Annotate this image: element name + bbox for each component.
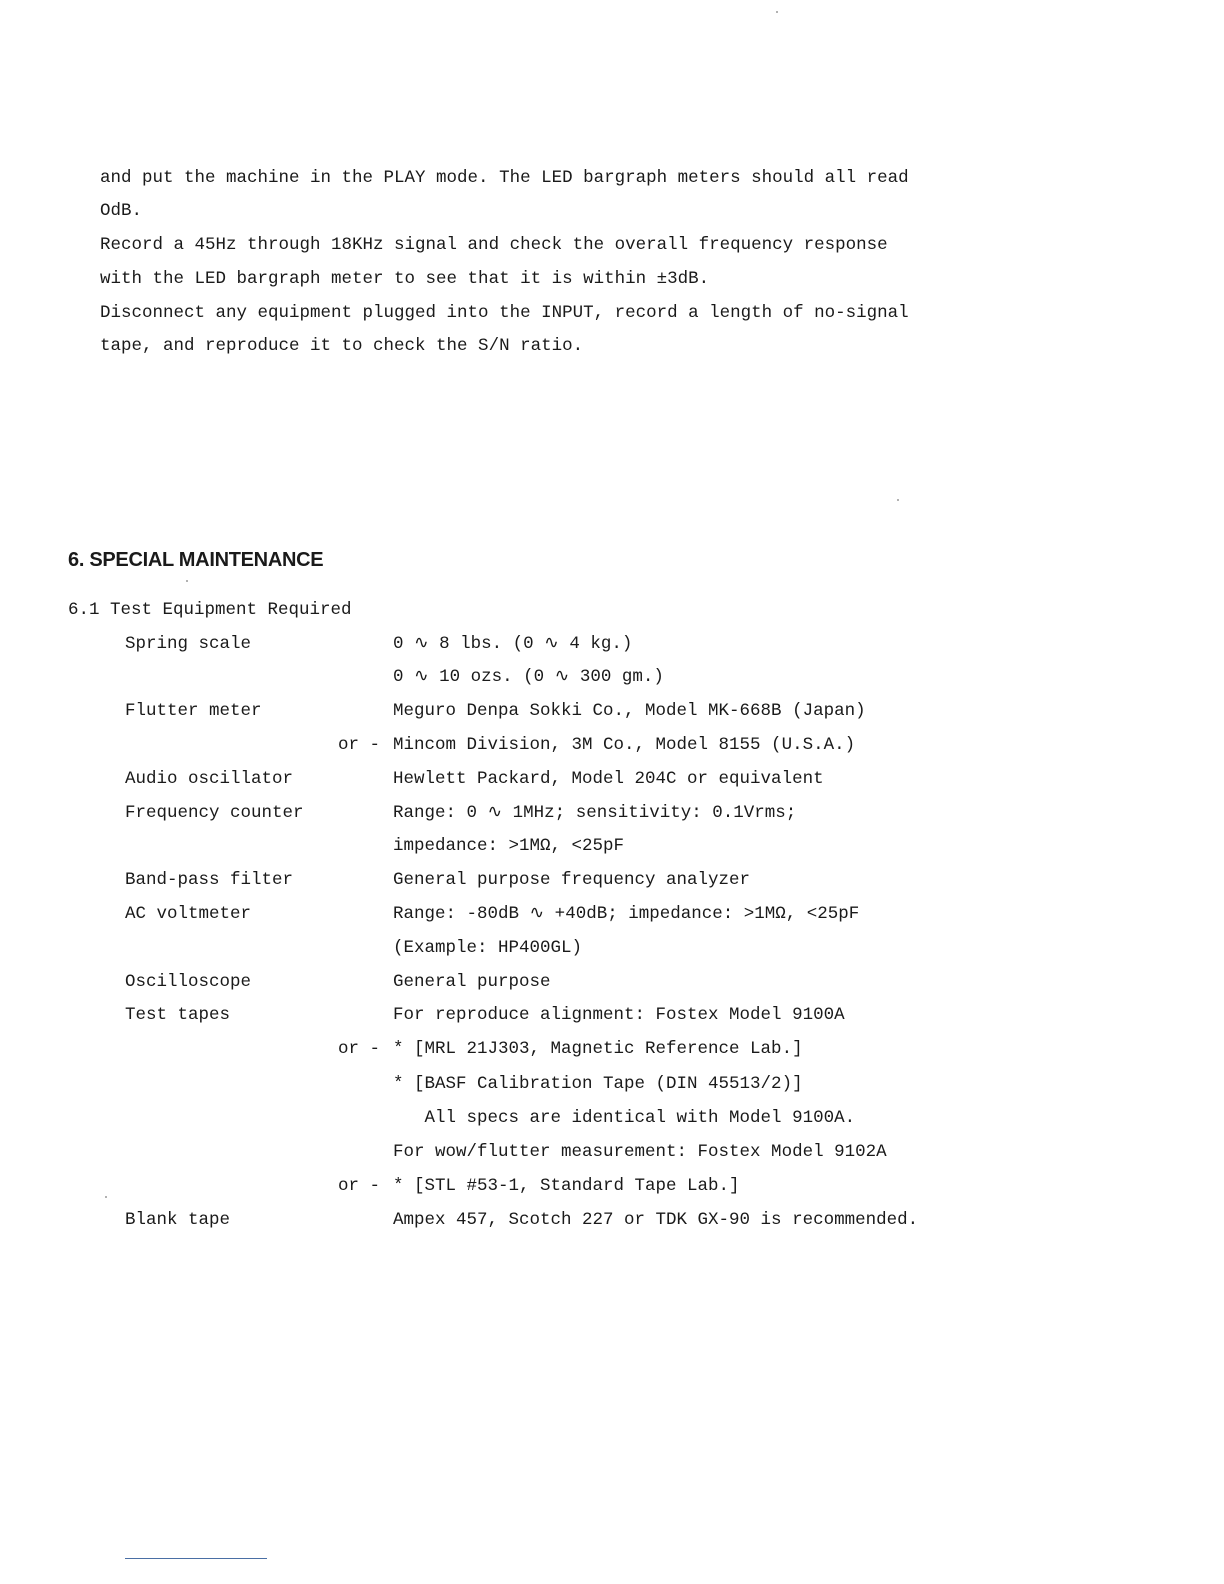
equipment-item: Audio oscillator (125, 769, 294, 789)
footer-rule (125, 1558, 267, 1559)
equipment-spec: Range: 0 ∿ 1MHz; sensitivity: 0.1Vrms; (393, 803, 797, 823)
equipment-spec: General purpose (393, 972, 551, 992)
paragraph-line: with the LED bargraph meter to see that it is within ±3dB. (100, 269, 710, 289)
equipment-spec: impedance: >1MΩ, <25pF (393, 836, 625, 856)
paragraph-line: and put the machine in the PLAY mode. The LED bargraph meters should all read (100, 168, 909, 188)
equipment-spec: Ampex 457, Scotch 227 or TDK GX-90 is recommended. (393, 1210, 919, 1230)
alternative-marker: or - (338, 1039, 381, 1059)
scan-speck (897, 499, 899, 501)
paragraph-line: OdB. (100, 201, 143, 221)
equipment-spec: 0 ∿ 10 ozs. (0 ∿ 300 gm.) (393, 667, 664, 687)
paragraph-line: Record a 45Hz through 18KHz signal and check the overall frequency response (100, 235, 888, 255)
equipment-spec: For reproduce alignment: Fostex Model 9100A (393, 1005, 845, 1025)
scan-speck (186, 580, 188, 582)
equipment-spec: General purpose frequency analyzer (393, 870, 751, 890)
alternative-marker: or - (338, 735, 381, 755)
equipment-item: Flutter meter (125, 701, 262, 721)
equipment-item: Spring scale (125, 634, 252, 654)
scan-speck (776, 11, 778, 13)
subsection-title: 6.1 Test Equipment Required (68, 600, 352, 620)
equipment-item: Frequency counter (125, 803, 304, 823)
paragraph-line: tape, and reproduce it to check the S/N ratio. (100, 336, 584, 356)
equipment-spec: Hewlett Packard, Model 204C or equivalent (393, 769, 824, 789)
equipment-item: Band-pass filter (125, 870, 294, 890)
equipment-spec: Range: -80dB ∿ +40dB; impedance: >1MΩ, <25pF (393, 904, 860, 924)
equipment-spec: All specs are identical with Model 9100A. (393, 1108, 856, 1128)
equipment-spec: For wow/flutter measurement: Fostex Model 9102A (393, 1142, 887, 1162)
equipment-spec: * [STL #53-1, Standard Tape Lab.] (393, 1176, 740, 1196)
section-heading: 6. SPECIAL MAINTENANCE (68, 549, 324, 571)
equipment-spec: Meguro Denpa Sokki Co., Model MK-668B (Japan) (393, 701, 866, 721)
scan-speck (105, 1196, 107, 1198)
equipment-item: Test tapes (125, 1005, 231, 1025)
equipment-item: AC voltmeter (125, 904, 252, 924)
equipment-item: Blank tape (125, 1210, 231, 1230)
paragraph-line: Disconnect any equipment plugged into the INPUT, record a length of no-signal (100, 303, 909, 323)
equipment-spec: Mincom Division, 3M Co., Model 8155 (U.S.A.) (393, 735, 856, 755)
alternative-marker: or - (338, 1176, 381, 1196)
equipment-spec: 0 ∿ 8 lbs. (0 ∿ 4 kg.) (393, 634, 633, 654)
equipment-item: Oscilloscope (125, 972, 252, 992)
equipment-spec: (Example: HP400GL) (393, 938, 583, 958)
equipment-spec: * [MRL 21J303, Magnetic Reference Lab.] (393, 1039, 803, 1059)
equipment-spec: * [BASF Calibration Tape (DIN 45513/2)] (393, 1074, 803, 1094)
